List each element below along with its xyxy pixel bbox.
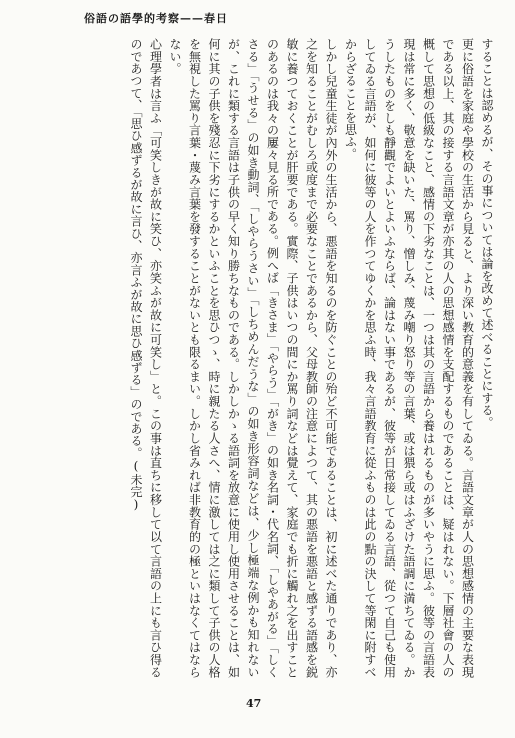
paragraph: 更に俗語を家庭や學校の生活から見ると、より深い教育的意義を有してゐる。言語文章が人の思想感情の主要な表現である以上、其の接する言語文章が亦其の人の思想感情を支配するものであることは、疑はれない。下層社會の人の概して思想の低級なこと、感情の下劣なことは、一つは其の言語から養はれるものが多いやうに思ふ。彼等の言語表現は常に多く、敬意を缺いた、罵り、憎しみ、蔑み嘲り怒り等の言葉、或は猥ら或はふざけた語調に満ちてゐる。かうしたものをしも靜觀でよいとよいふならば、論はない事であるが、彼等が日常接してゐる言語、從つて自己も使用してゐる言語が、如何に彼等の人を作つてゆくかを思ふ時、我々言語教育に從ふものは此の點の決して等閑に附すべからざることを思ふ。 bbox=[343, 38, 475, 678]
body-text bbox=[96, 38, 496, 678]
paragraph: しかし兒童生徒が內外の生活から、悪語を知るのを防ぐことの殆ど不可能であることは、初に述べた通りであり、亦之を知ることがむしろ或度まで必要なことであるから、父母教師の注意によつて、其の悪語を悪語と感ずる語感を鋭敏に養つておくことが肝要である。實際、子供はいつの間にか罵り詞などは覺えて、家庭でも折に觸れ之を出すことのあるのは我々の屢々見る所である。例へば「きさま」「やらう」「がき」の如き名詞・代名詞、「しやあがる」「しくさる」「うせる」の如き動詞、「しやらうさい」「しちめんだうな」の如き形容詞などは、少し極端な例かも知れないが、これに類する言語は子供の早く知り勝ちなものである。しかしかゝる語詞を放意に使用し使用させることは、如何に其の子供を殘忍に下劣にするかといふことを思ひつゝ、時に親たる人さへ、情に激しては之に類して子供の人格を無視した罵り言葉・蔑み言葉を發することがないとも限るまい。しかし省みれば非教育的の極といはなくてはならない。 bbox=[168, 38, 338, 678]
paragraph: 心理學者は言ふ「可笑しきが故に笑ひ、亦笑ふが故に可笑し」と。この事は直ちに移して以て言語の上にも言ひ得るのであつて、「思ひ感ずるが故に言ひ、亦言ふが故に思ひ感ずる」のである。(未完) bbox=[129, 38, 163, 678]
paragraph: することは認めるが、その事については論を改めて述べることにする。 bbox=[480, 38, 494, 429]
page-number: 47 bbox=[246, 697, 262, 710]
running-head: 俗語の語學的考察——春日 bbox=[84, 12, 228, 25]
